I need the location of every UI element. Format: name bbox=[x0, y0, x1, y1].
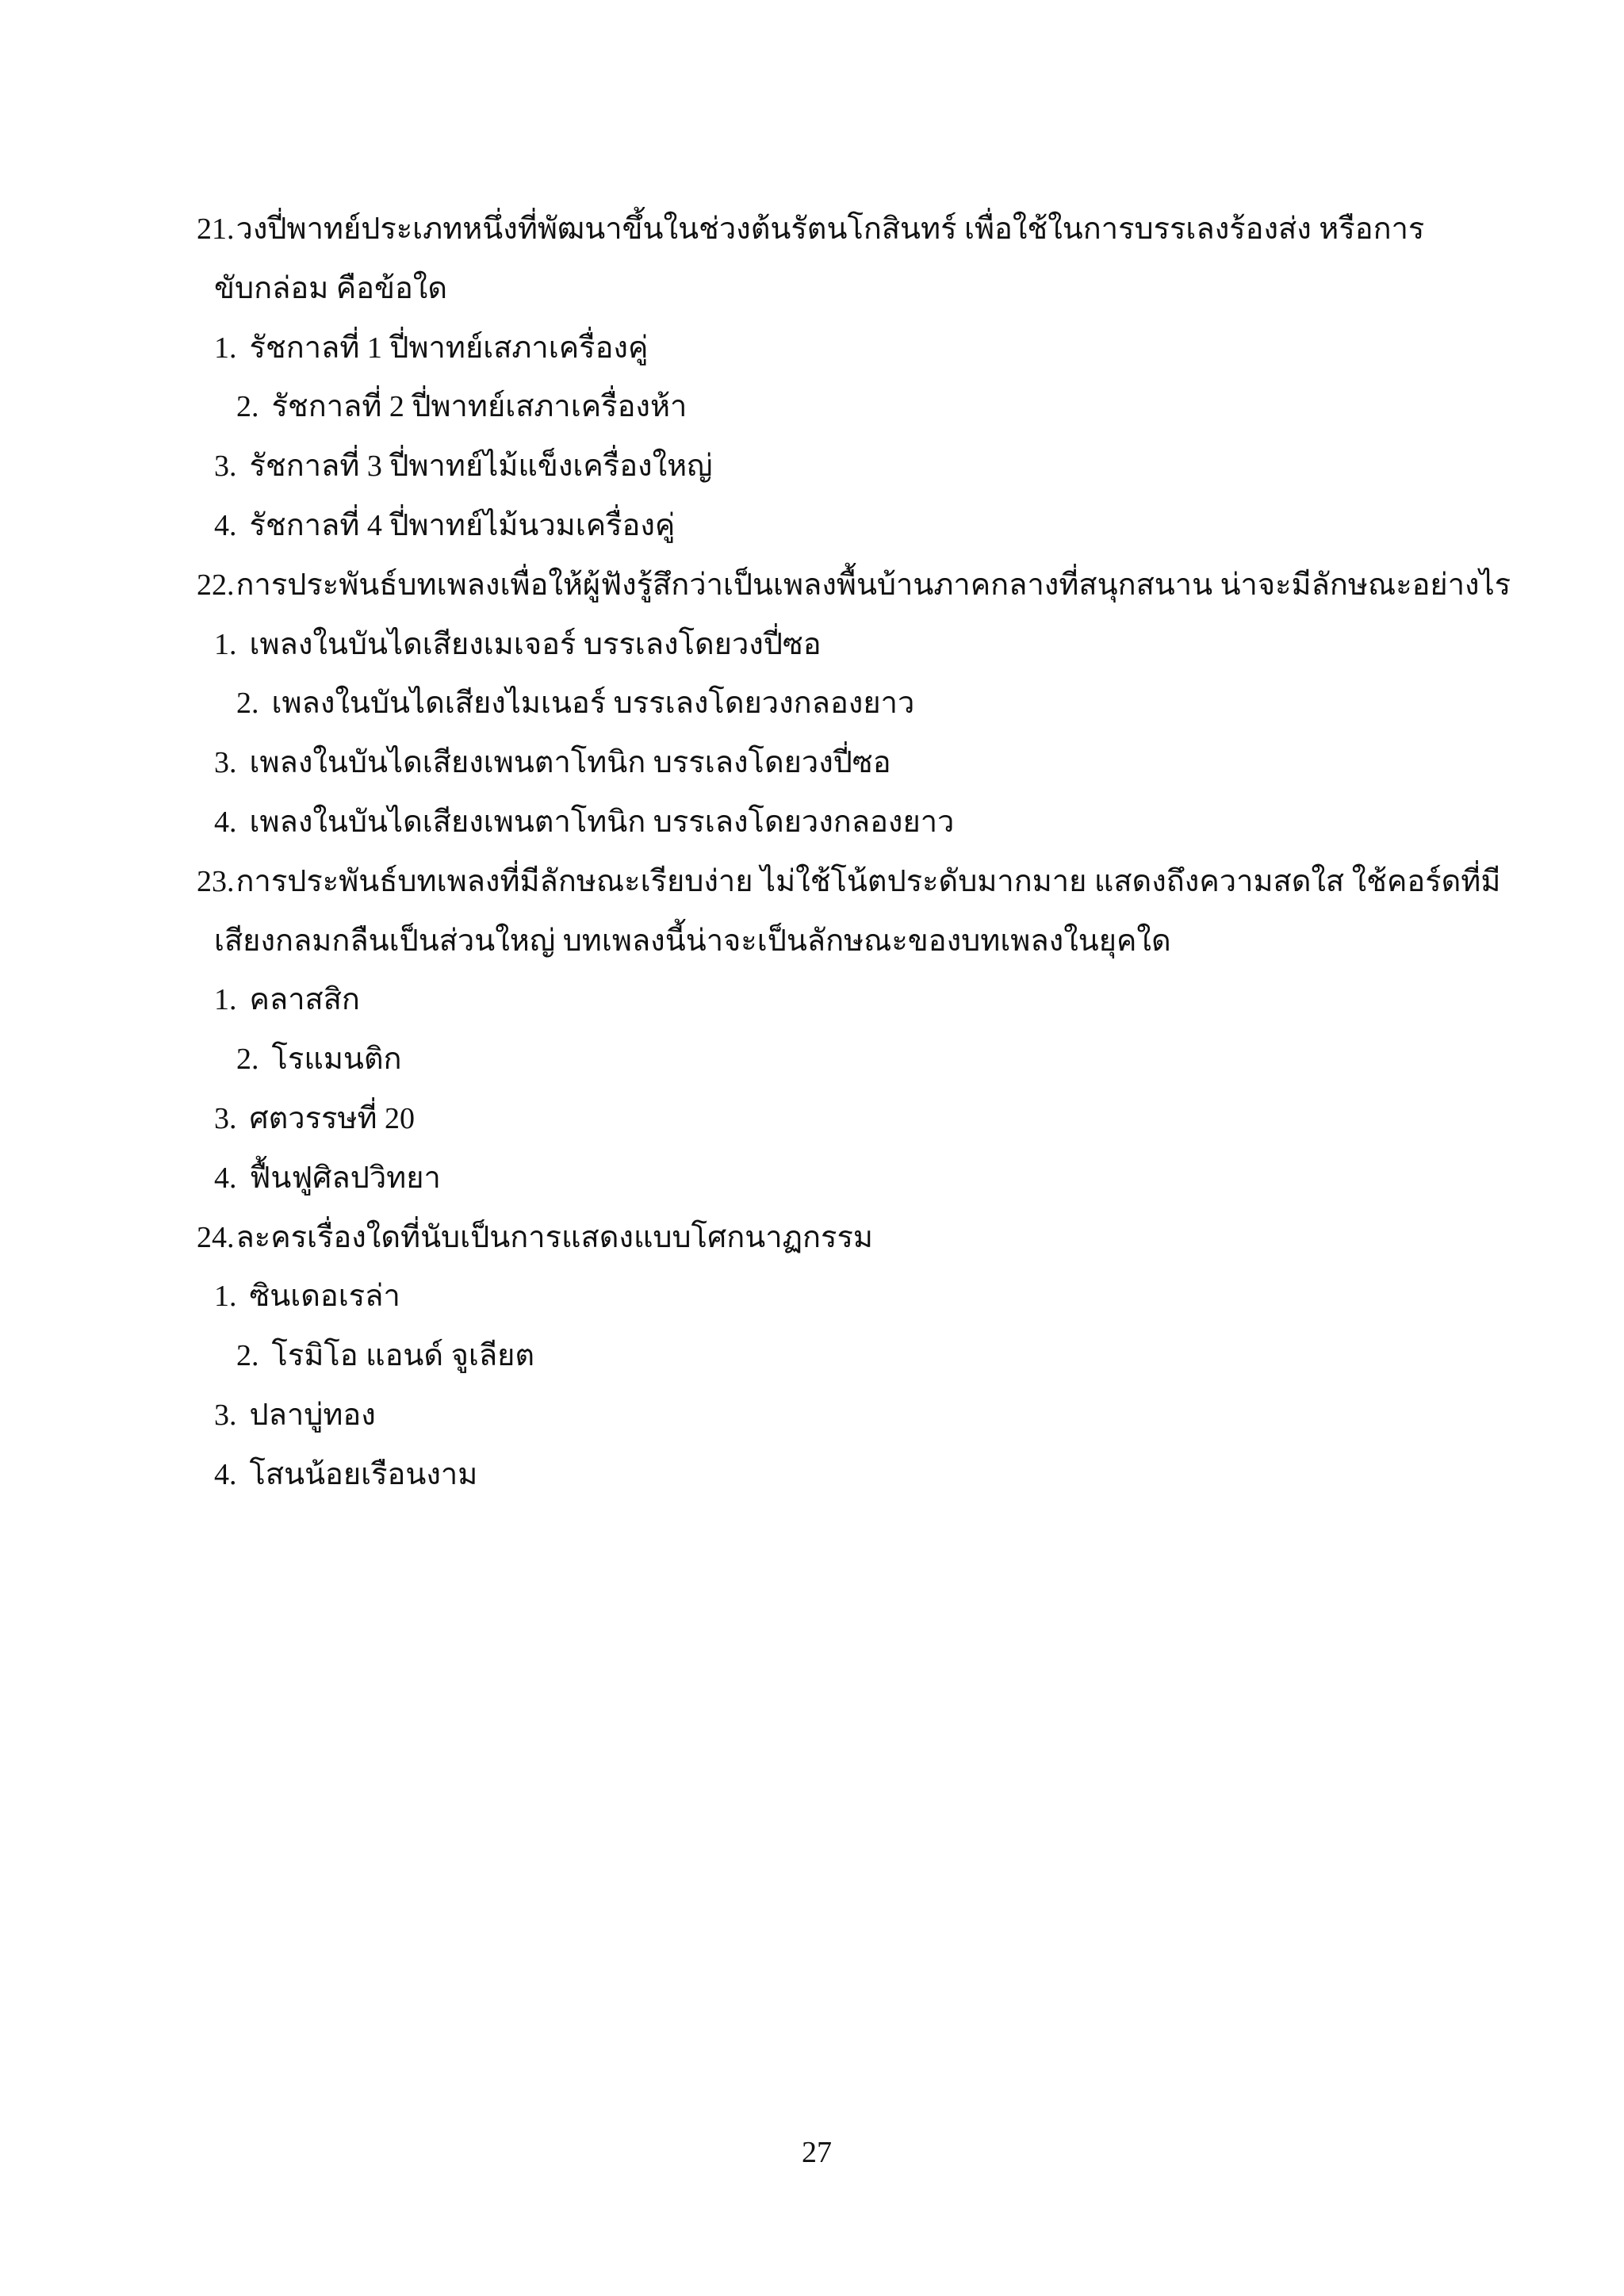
question-22-option-1 bbox=[0, 615, 1624, 675]
option-text: คลาสสิก bbox=[249, 983, 360, 1017]
option-number: 2. bbox=[236, 1043, 259, 1077]
option-text: รัชกาลที่ 4 ปี่พาทย์ไม้นวมเครื่องคู่ bbox=[249, 508, 676, 542]
question-21-stem bbox=[0, 200, 1624, 259]
option-number: 4. bbox=[214, 1457, 237, 1491]
option-text: เพลงในบันไดเสียงเพนตาโทนิก บรรเลงโดยวงปี่ซอ bbox=[249, 746, 891, 780]
question-23-stem-continued bbox=[0, 912, 1624, 971]
question-number: 21. bbox=[197, 212, 235, 246]
option-number: 4. bbox=[214, 805, 237, 839]
option-number: 1. bbox=[214, 1280, 237, 1314]
question-22-option-2 bbox=[0, 674, 1624, 733]
option-number: 4. bbox=[214, 508, 237, 542]
question-22-option-4 bbox=[0, 793, 1624, 852]
question-22-stem bbox=[0, 556, 1624, 615]
question-number: 23. bbox=[197, 864, 235, 898]
option-number: 4. bbox=[214, 1161, 237, 1195]
option-text: รัชกาลที่ 1 ปี่พาทย์เสภาเครื่องคู่ bbox=[249, 331, 649, 365]
question-21-stem-continued bbox=[0, 259, 1624, 319]
option-number: 3. bbox=[214, 1101, 237, 1135]
option-number: 1. bbox=[214, 627, 237, 661]
option-text: รัชกาลที่ 2 ปี่พาทย์เสภาเครื่องห้า bbox=[271, 390, 688, 424]
option-text: โรมิโอ แอนด์ จูเลียต bbox=[271, 1339, 535, 1373]
question-text: ขับกล่อม คือข้อใด bbox=[214, 271, 448, 305]
option-number: 1. bbox=[214, 983, 237, 1017]
option-number: 3. bbox=[214, 1398, 237, 1432]
question-text: เสียงกลมกลืนเป็นส่วนใหญ่ บทเพลงนี้น่าจะเป็นลักษณะของบทเพลงในยุคใด bbox=[214, 924, 1171, 958]
option-text: โสนน้อยเรือนงาม bbox=[249, 1457, 478, 1491]
option-text: เพลงในบันไดเสียงไมเนอร์ บรรเลงโดยวงกลองยาว bbox=[271, 687, 915, 721]
option-number: 2. bbox=[236, 390, 259, 424]
option-number: 2. bbox=[236, 687, 259, 721]
option-text: เพลงในบันไดเสียงเมเจอร์ บรรเลงโดยวงปี่ซอ bbox=[249, 627, 822, 661]
option-text: รัชกาลที่ 3 ปี่พาทย์ไม้แข็งเครื่องใหญ่ bbox=[249, 450, 713, 484]
option-number: 1. bbox=[214, 331, 237, 365]
question-23-option-3 bbox=[0, 1089, 1624, 1149]
question-number: 24. bbox=[197, 1220, 235, 1254]
option-text: ซินเดอเรล่า bbox=[249, 1280, 400, 1314]
question-text: การประพันธ์บทเพลงที่มีลักษณะเรียบง่าย ไม่ใช้โน้ตประดับมากมาย แสดงถึงความสดใส ใช้คอร์ดที่มี bbox=[236, 864, 1501, 898]
option-text: ศตวรรษที่ 20 bbox=[249, 1101, 416, 1135]
question-21-option-3 bbox=[0, 437, 1624, 496]
question-24-stem bbox=[0, 1208, 1624, 1268]
question-23-option-1 bbox=[0, 970, 1624, 1030]
question-number: 22. bbox=[197, 568, 235, 602]
question-24-option-1 bbox=[0, 1267, 1624, 1326]
question-21-option-1 bbox=[0, 319, 1624, 378]
question-24-option-2 bbox=[0, 1326, 1624, 1386]
option-text: โรแมนติก bbox=[271, 1043, 402, 1077]
option-number: 3. bbox=[214, 746, 237, 780]
option-number: 2. bbox=[236, 1339, 259, 1373]
question-24-option-3 bbox=[0, 1386, 1624, 1445]
question-23-stem bbox=[0, 852, 1624, 912]
question-24-option-4 bbox=[0, 1445, 1624, 1505]
question-23-option-2 bbox=[0, 1030, 1624, 1089]
question-22-option-3 bbox=[0, 733, 1624, 793]
option-text: เพลงในบันไดเสียงเพนตาโทนิก บรรเลงโดยวงกลองยาว bbox=[249, 805, 955, 839]
question-text: วงปี่พาทย์ประเภทหนึ่งที่พัฒนาขึ้นในช่วงต้นรัตนโกสินทร์ เพื่อใช้ในการบรรเลงร้องส่ง หรือการ bbox=[236, 212, 1425, 246]
question-21-option-2 bbox=[0, 377, 1624, 437]
question-text: ละครเรื่องใดที่นับเป็นการแสดงแบบโศกนาฏกรรม bbox=[236, 1220, 873, 1254]
question-23-option-4 bbox=[0, 1149, 1624, 1208]
question-text: การประพันธ์บทเพลงเพื่อให้ผู้ฟังรู้สึกว่าเป็นเพลงพื้นบ้านภาคกลางที่สนุกสนาน น่าจะมีลักษณะอย่างไร bbox=[236, 568, 1511, 602]
option-text: ฟื้นฟูศิลปวิทยา bbox=[249, 1161, 441, 1195]
option-text: ปลาบู่ทอง bbox=[249, 1398, 376, 1432]
question-21-option-4 bbox=[0, 496, 1624, 556]
question-list bbox=[0, 200, 1624, 1505]
option-number: 3. bbox=[214, 450, 237, 484]
page-number: 27 bbox=[802, 2136, 832, 2169]
